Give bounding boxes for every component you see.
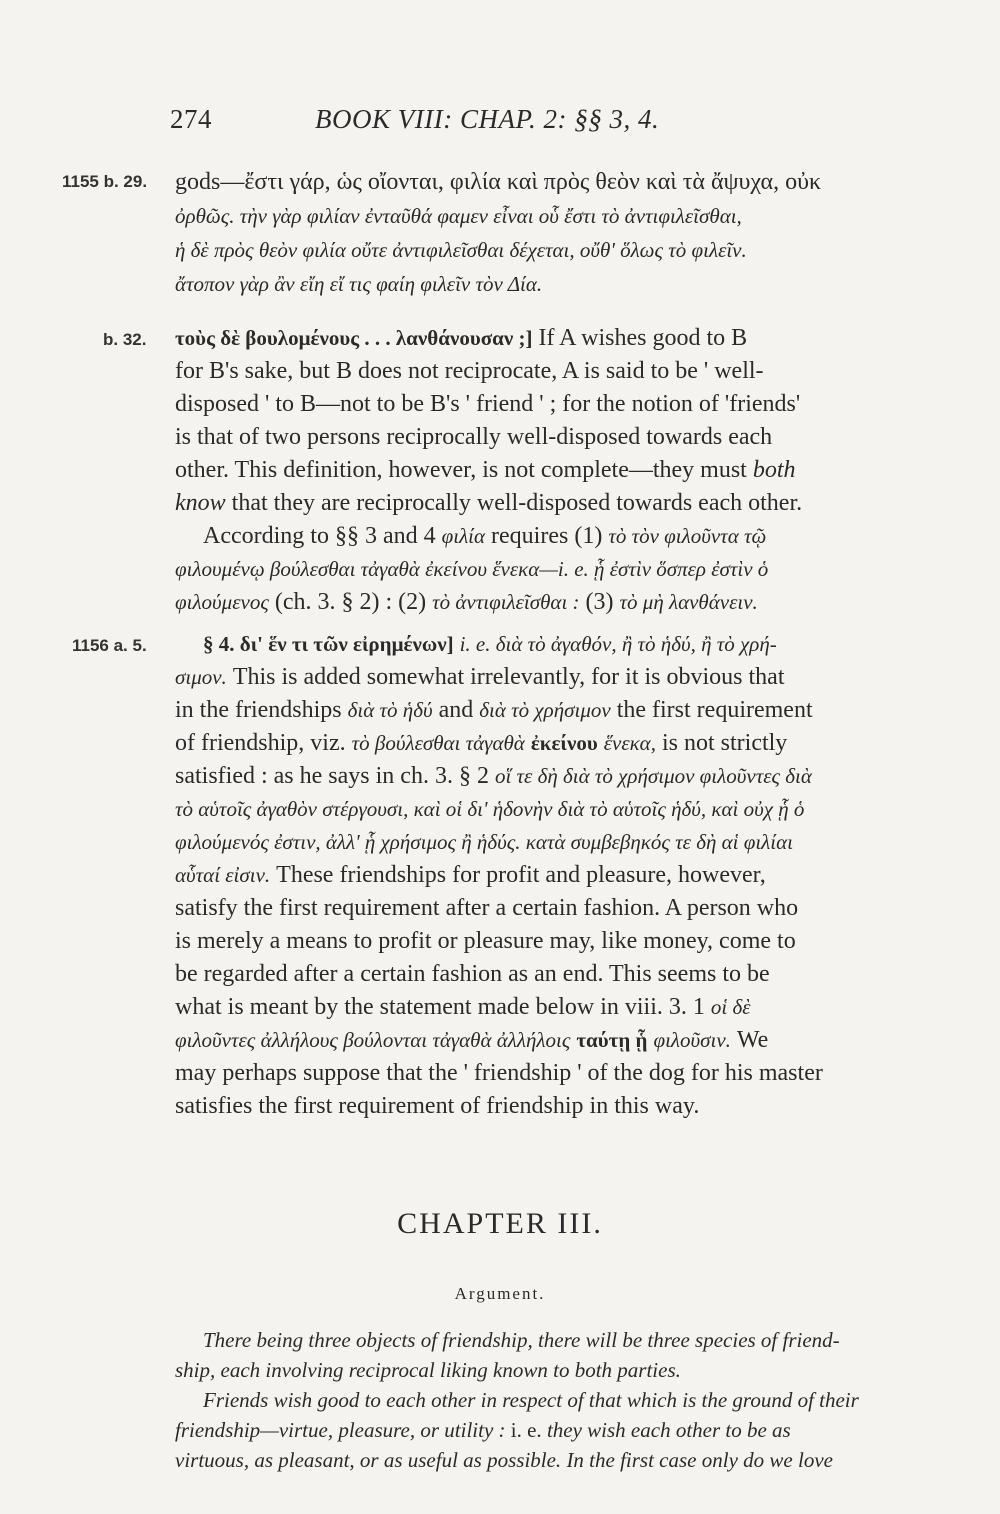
greek-term: φιλία	[441, 524, 486, 548]
note-line-text: other. This definition, however, is not complete—they must	[175, 457, 747, 483]
argument-line	[175, 1416, 791, 1444]
greek-term: ἕνεκα,	[603, 731, 656, 755]
greek-term: φιλοῦντες ἀλλήλους βούλονται τἀγαθὰ ἀλλήλοις	[175, 1028, 571, 1052]
greek-term: σιμον.	[175, 665, 227, 689]
note-line-text: gods—ἔστι γάρ, ὡς οἴονται, φιλία καὶ πρὸς θεὸν καὶ τὰ ἄψυχα, οὐκ	[175, 169, 822, 195]
note-line	[175, 1024, 768, 1056]
greek-term: οἵ τε δὴ διὰ τὸ χρήσιμον φιλοῦντες διὰ	[494, 764, 812, 788]
margin-reference: 1155 b. 29.	[62, 172, 148, 191]
greek-line: ἡ δὲ πρὸς θεὸν φιλία οὔτε ἀντιφιλεῖσθαι δέχεται, οὔθ' ὅλως τὸ φιλεῖν.	[175, 238, 747, 262]
greek-term: i. e. διὰ τὸ ἀγαθόν, ἢ τὸ ἡδύ, ἢ τὸ χρή-	[459, 632, 777, 656]
greek-term: διὰ τὸ χρήσιμον	[479, 698, 611, 722]
page-number: 274	[170, 104, 212, 134]
chapter-heading: CHAPTER III.	[397, 1207, 603, 1240]
greek-term: διὰ τὸ ἡδύ	[347, 698, 433, 722]
greek-line: ὀρθῶς. τὴν γὰρ φιλίαν ἐνταῦθά φαμεν εἶναι οὗ ἔστι τὸ ἀντιφιλεῖσθαι,	[175, 204, 742, 228]
note-line	[175, 166, 821, 198]
note-line	[203, 628, 777, 660]
note-line	[175, 322, 747, 354]
note-line-text: the first requirement	[616, 697, 813, 723]
greek-term: τὸ μὴ λανθάνειν.	[619, 590, 758, 614]
note-line-text: is not strictly	[661, 730, 788, 756]
note-line	[175, 661, 784, 693]
note-line-text: These friendships for profit and pleasure, however,	[276, 862, 766, 888]
greek-term: φιλούμενος	[175, 590, 269, 614]
argument-text-span: they wish each other to be as	[546, 1418, 791, 1442]
argument-line	[175, 1446, 833, 1474]
argument-text-span: virtuous, as pleasant, or as useful as possible.	[175, 1448, 562, 1472]
note-line: is that of two persons reciprocally well-disposed towards each	[175, 424, 773, 450]
margin-reference: 1156 a. 5.	[72, 636, 147, 655]
greek-term: τὸ τὸν φιλοῦντα τῷ	[608, 524, 767, 548]
note-line-text: We	[736, 1027, 769, 1053]
greek-line: τὸ αὑτοῖς ἀγαθὸν στέργουσι, καὶ οἱ δι' ἡδονὴν διὰ τὸ αὑτοῖς ἡδύ, καὶ οὐχ ᾗ ὁ	[175, 797, 805, 821]
argument-text-span: In the first case only do we love	[566, 1448, 833, 1472]
note-line	[175, 454, 796, 486]
note-line-text: (3)	[585, 589, 614, 615]
greek-bold-term: ἐκείνου	[530, 731, 598, 755]
note-line: disposed ' to B—not to be B's ' friend ' ; for the notion of 'friends'	[175, 391, 801, 417]
note-line	[203, 520, 766, 552]
greek-term: τὸ ἀντιφιλεῖσθαι :	[432, 590, 580, 614]
argument-text-span: i. e.	[510, 1418, 542, 1442]
note-line: be regarded after a certain fashion as an end. This seems to be	[175, 961, 770, 987]
note-line	[175, 694, 813, 726]
note-line	[175, 991, 751, 1023]
note-line	[175, 727, 787, 759]
greek-term: τὸ βούλεσθαι τἀγαθὰ	[351, 731, 525, 755]
note-line-text: that they are reciprocally well-disposed towards each other.	[231, 490, 803, 516]
note-line	[175, 859, 766, 891]
greek-bold-term: ταύτῃ ᾗ	[576, 1028, 648, 1052]
note-line: satisfy the first requirement after a certain fashion. A person who	[175, 895, 799, 921]
greek-line: ἄτοπον γὰρ ἂν εἴη εἴ τις φαίη φιλεῖν τὸν Δία.	[175, 272, 543, 296]
greek-term: αὗταί εἰσιν.	[175, 863, 271, 887]
running-title: BOOK VIII: CHAP. 2: §§ 3, 4.	[315, 104, 660, 134]
note-line-text: what is meant by the statement made below in viii. 3. 1	[175, 994, 705, 1020]
note-line-text: and	[438, 697, 474, 723]
argument-line: There being three objects of friendship, there will be three species of friend-	[203, 1328, 840, 1352]
note-line-text: in the friendships	[175, 697, 342, 723]
margin-reference: b. 32.	[103, 330, 147, 349]
note-line: may perhaps suppose that the ' friendship ' of the dog for his master	[175, 1060, 823, 1086]
greek-term: οἱ δὲ	[710, 995, 751, 1019]
note-line: satisfies the first requirement of friendship in this way.	[175, 1093, 700, 1119]
argument-text-span: friendship—virtue, pleasure, or utility :	[175, 1418, 506, 1442]
greek-line: φιλούμενός ἐστιν, ἀλλ' ᾗ χρήσιμος ἢ ἡδύς. κατὰ συμβεβηκός τε δὴ αἱ φιλίαι	[175, 830, 793, 854]
note-line-text: requires (1)	[491, 523, 603, 549]
greek-term: φιλοῦσιν.	[653, 1028, 731, 1052]
argument-heading: Argument.	[454, 1284, 546, 1303]
note-line: is merely a means to profit or pleasure may, like money, come to	[175, 928, 796, 954]
note-line-text: This is added somewhat irrelevantly, for it is obvious that	[232, 664, 785, 690]
note-line-text: According to §§ 3 and 4	[203, 523, 436, 549]
lemma: § 4. δι' ἕν τι τῶν εἰρημένων]	[203, 632, 454, 656]
greek-line: φιλουμένῳ βούλεσθαι τἀγαθὰ ἐκείνου ἕνεκα—i. e. ᾗ ἐστὶν ὅσπερ ἐστὶν ὁ	[175, 557, 769, 581]
argument-line: ship, each involving reciprocal liking known to both parties.	[175, 1358, 681, 1382]
emphasis: know	[175, 490, 226, 516]
note-line	[175, 760, 812, 792]
argument-line: Friends wish good to each other in respect of that which is the ground of their	[203, 1388, 859, 1412]
note-line	[175, 586, 758, 618]
lemma: τοὺς δὲ βουλομένους . . . λανθάνουσαν ;]	[175, 326, 533, 350]
note-line-text: If A wishes good to B	[538, 325, 748, 351]
note-line-text: (ch. 3. § 2) : (2)	[274, 589, 427, 615]
emphasis: both	[752, 457, 796, 483]
note-line-text: of friendship, viz.	[175, 730, 346, 756]
note-line-text: satisfied : as he says in ch. 3. § 2	[175, 763, 489, 789]
note-line: for B's sake, but B does not reciprocate, A is said to be ' well-	[175, 358, 764, 384]
note-line	[175, 487, 802, 519]
